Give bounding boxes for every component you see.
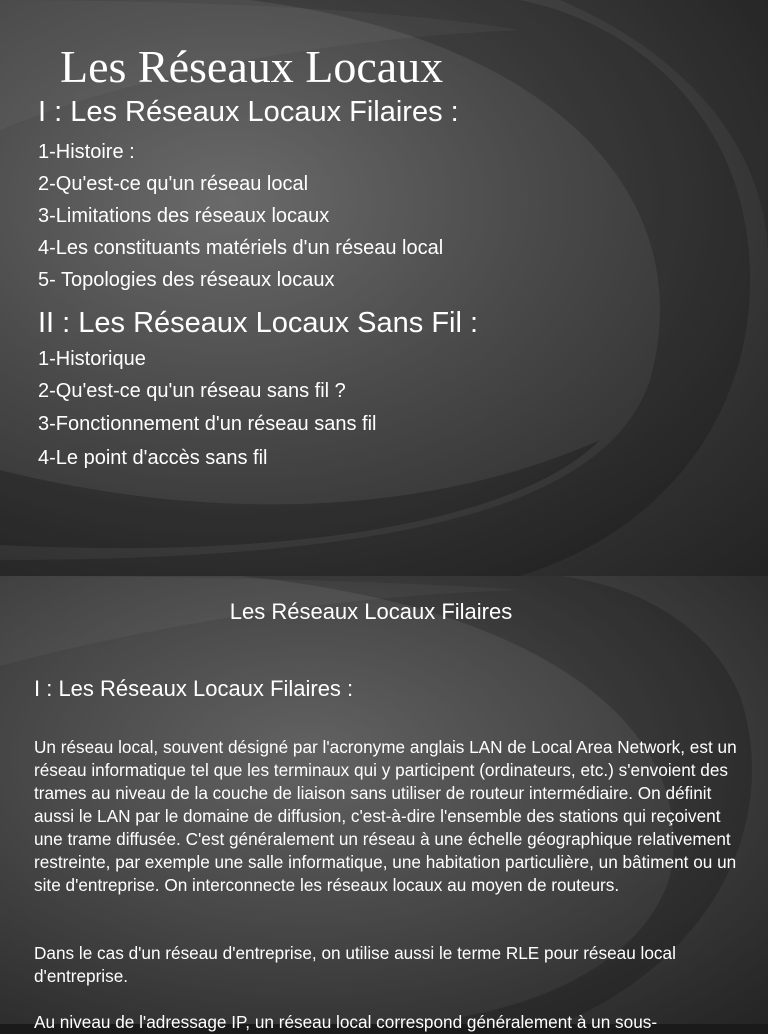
paragraph: Au niveau de l'adressage IP, un réseau local correspond généralement à un sous- [34, 1012, 658, 1032]
paragraph: Dans le cas d'un réseau d'entreprise, on utilise aussi le terme RLE pour réseau local d'entreprise. [34, 943, 676, 986]
list-item: 3-Fonctionnement d'un réseau sans fil [38, 413, 377, 435]
section-heading-wireless: II : Les Réseaux Locaux Sans Fil : [38, 307, 479, 339]
paragraph: Un réseau local, souvent désigné par l'acronyme anglais LAN de Local Area Network, est un réseau informatique tel que les terminaux qui y participent (ordinateurs, etc.) s'envoient des trames au niveau de la couche de liaison sans utiliser de routeur intermédiaire. On définit aussi le LAN par le domaine de diffusion, c'est-à-dire l'ensemble des stations qui reçoivent une trame diffusée. C'est généralement un réseau à une échelle géographique relativement restreinte, par exemple une salle informatique, une habitation particulière, un bâtiment ou un site d'entreprise. On interconnecte les réseaux locaux au moyen de routeurs. [34, 737, 737, 895]
list-item: 1-Historique [38, 348, 146, 370]
list-item: 1-Histoire : [38, 141, 135, 163]
slide-title: Les Réseaux Locaux [60, 41, 444, 92]
section-heading-wired: I : Les Réseaux Locaux Filaires : [38, 96, 459, 128]
list-item: 2-Qu'est-ce qu'un réseau local [38, 173, 309, 195]
list-item: 3-Limitations des réseaux locaux [38, 205, 330, 227]
slide-2-title: Les Réseaux Locaux Filaires [229, 599, 513, 624]
section-heading: I : Les Réseaux Locaux Filaires : [34, 676, 354, 701]
list-item: 4-Le point d'accès sans fil [38, 447, 268, 469]
list-item: 4-Les constituants matériels d'un réseau local [38, 237, 444, 259]
list-item: 2-Qu'est-ce qu'un réseau sans fil ? [38, 380, 346, 402]
list-item: 5- Topologies des réseaux locaux [38, 269, 335, 291]
